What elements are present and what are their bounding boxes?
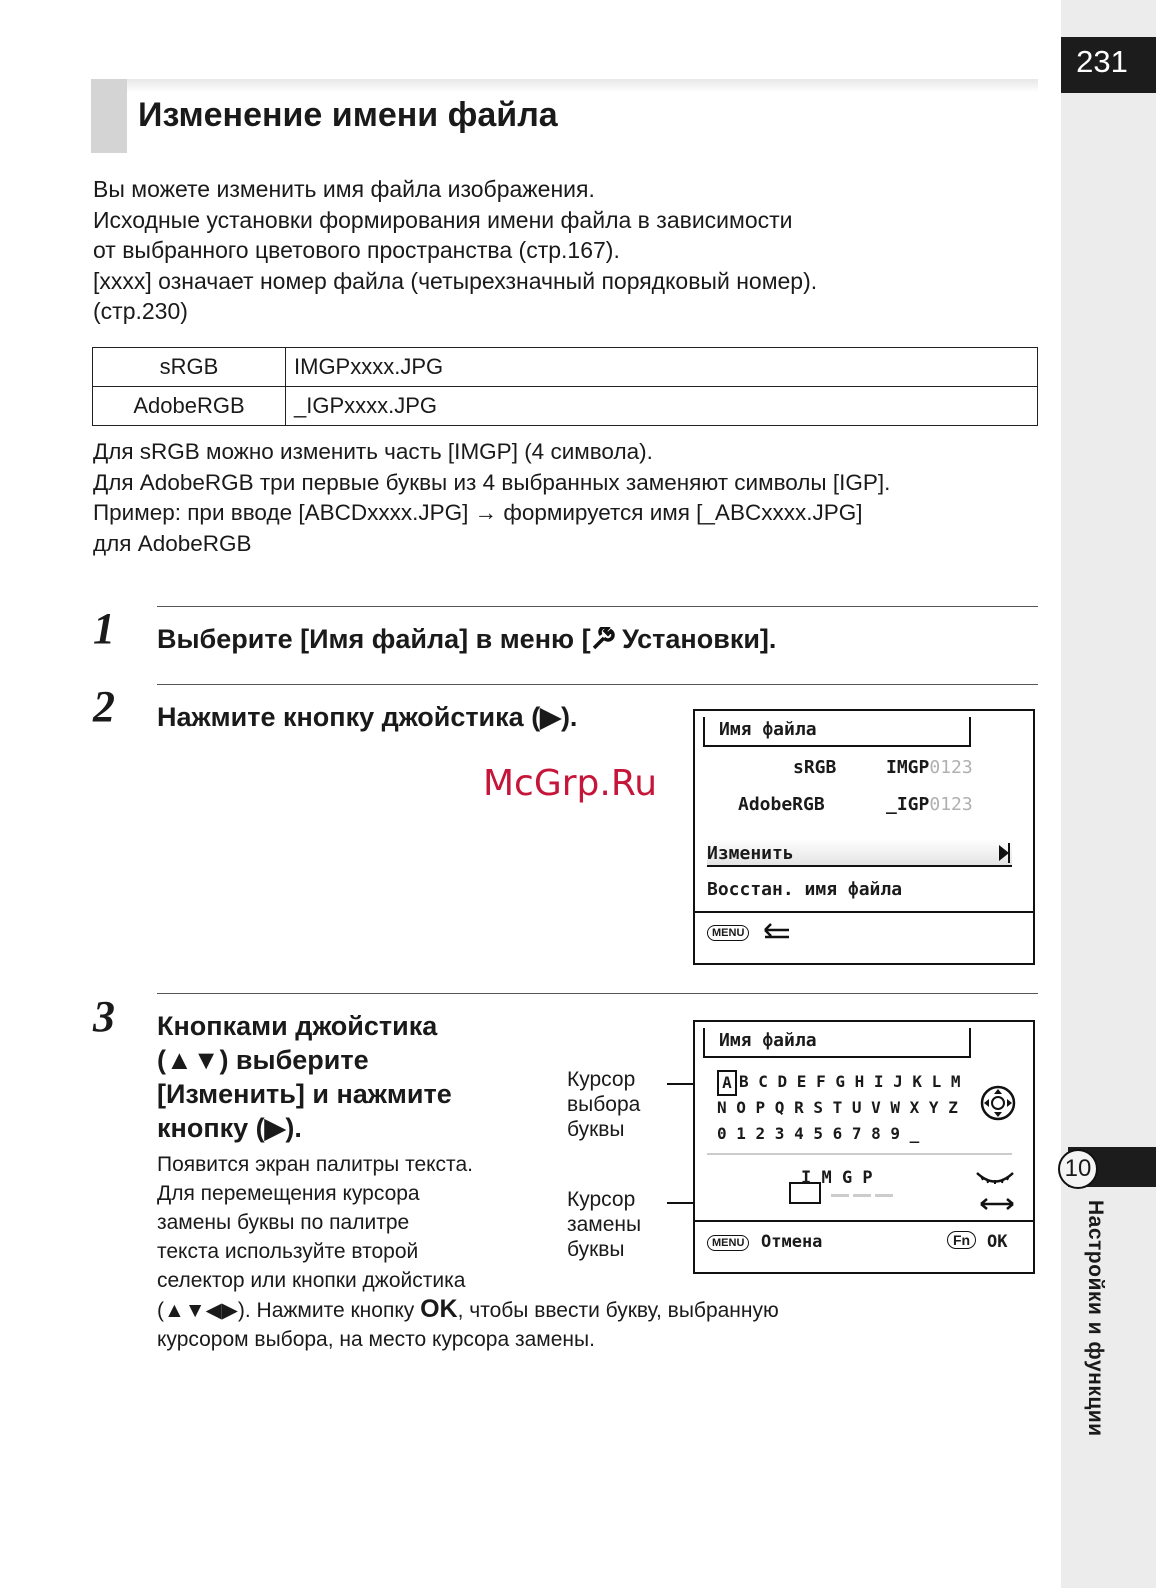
- step-3-tail: [157, 1295, 1057, 1354]
- notes-paragraph: Для sRGB можно изменить часть [IMGP] (4 символа). Для AdobeRGB три первые буквы из 4 выбранных заменяют символы [IGP]. Пример: при вводе [ABCDxxxx.JPG] → формируется имя [_ABCxxxx.JPG] для AdobeRGB: [93, 439, 891, 556]
- step-number: 2: [93, 682, 115, 731]
- intro-paragraph: Вы можете изменить имя файла изображения. Исходные установки формирования имени файла в зависимости от выбранного цветового пространства (стр.167). [xxxx] означает номер файла (четырехзначный порядковый номер). (стр.230): [93, 176, 818, 324]
- step-3-body: Появится экран палитры текста. Для перемещения курсора замены буквы по палитре текста используйте второй селектор или кнопки джойстика: [157, 1153, 473, 1292]
- side-tab-strip: [1061, 0, 1156, 1588]
- screen-title: Имя файла: [719, 719, 817, 740]
- adobe-number: 0123: [929, 794, 973, 815]
- callout-select-cursor: Курсор выбора буквы: [567, 1068, 641, 1141]
- adobe-prefix: _IGP: [886, 794, 930, 815]
- step-divider: [157, 993, 1038, 994]
- screen-title: Имя файла: [719, 1030, 817, 1051]
- watermark: McGrp.Ru: [483, 763, 658, 804]
- menu-button-icon: [707, 922, 749, 941]
- step-1-text-b: Установки].: [614, 624, 777, 654]
- srgb-label: sRGB: [793, 757, 837, 778]
- menu-item-restore[interactable]: Восстан. имя файла: [707, 879, 903, 900]
- menu-item-change[interactable]: Изменить: [707, 843, 794, 864]
- chapter-title: Настройки и функции: [1084, 1200, 1107, 1437]
- palette-row[interactable]: B C D E F G H I J K L M: [739, 1072, 961, 1091]
- step-number: 1: [93, 604, 115, 653]
- screen-divider: [707, 1153, 1012, 1155]
- step-number: 3: [93, 992, 115, 1041]
- left-right-arrows-icon: [979, 1196, 1015, 1215]
- table-cell-pattern: _IGPxxxx.JPG: [286, 387, 1038, 426]
- table-row: [93, 387, 1038, 426]
- screen-divider: [695, 1220, 1033, 1222]
- wrench-icon: [591, 624, 615, 654]
- ok-bold: OK: [420, 1295, 458, 1323]
- palette-row[interactable]: N O P Q R S T U V W X Y Z: [717, 1098, 958, 1117]
- screen-divider: [695, 911, 1033, 913]
- step-3-tail-b: , чтобы ввести букву, выбранную курсором выбора, на место курсора замены.: [157, 1299, 779, 1351]
- table-row: [93, 348, 1038, 387]
- table-cell-space: sRGB: [93, 348, 286, 387]
- step-1-text-a: Выберите [Имя файла] в меню [: [157, 624, 591, 654]
- step-3-text: Кнопками джойстика (▲▼) выберите [Изменить] и нажмите кнопку (▶).: [157, 1011, 452, 1143]
- dial-icon-small: [975, 1170, 1015, 1190]
- srgb-number: 0123: [929, 757, 973, 778]
- step-3-tail-a: (▲▼◀▶). Нажмите кнопку: [157, 1299, 421, 1322]
- camera-screen-palette: [693, 1020, 1035, 1274]
- dial-icon: [979, 1084, 1017, 1126]
- title-accent: [91, 79, 127, 153]
- input-underline: [831, 1194, 895, 1197]
- menu-pill: MENU: [707, 1235, 749, 1251]
- step-divider: [157, 684, 1038, 685]
- page-number: 231: [1076, 44, 1128, 79]
- menu-button-icon: [707, 1232, 749, 1251]
- right-arrow-icon: [998, 842, 1010, 864]
- palette-row[interactable]: 0 1 2 3 4 5 6 7 8 9 _: [717, 1124, 920, 1143]
- adobe-value: [886, 794, 973, 815]
- fn-button-icon: Fn: [947, 1231, 976, 1249]
- back-arrow-icon: [761, 922, 791, 946]
- adobe-label: AdobeRGB: [738, 794, 825, 815]
- ok-label[interactable]: OK: [987, 1232, 1008, 1252]
- select-cursor[interactable]: A: [717, 1070, 737, 1096]
- srgb-value: [886, 757, 973, 778]
- step-1-text: [157, 622, 776, 656]
- chapter-number: 10: [1058, 1149, 1098, 1189]
- filename-table: [92, 347, 1038, 426]
- filename-input[interactable]: I M G P: [801, 1168, 873, 1188]
- cancel-label[interactable]: Отмена: [761, 1232, 823, 1252]
- step-divider: [157, 606, 1038, 607]
- table-cell-space: AdobeRGB: [93, 387, 286, 426]
- step-2-text: Нажмите кнопку джойстика (▶).: [157, 702, 578, 732]
- callout-replace-cursor: Курсор замены буквы: [567, 1188, 642, 1261]
- menu-pill: MENU: [707, 925, 749, 941]
- page-title: Изменение имени файла: [138, 96, 558, 134]
- srgb-prefix: IMGP: [886, 757, 930, 778]
- camera-screen-filename: [693, 709, 1035, 965]
- table-cell-pattern: IMGPxxxx.JPG: [286, 348, 1038, 387]
